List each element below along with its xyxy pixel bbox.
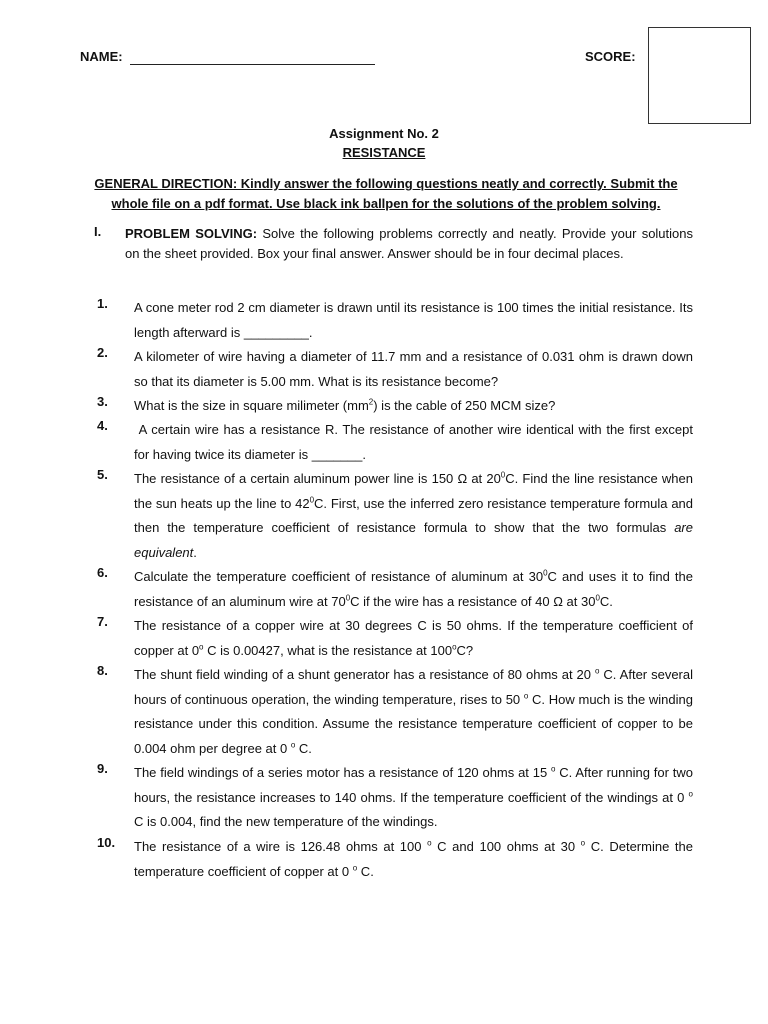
problem-number: 2. [97,345,108,360]
problem-number: 3. [97,394,108,409]
score-box[interactable] [648,27,751,124]
problem-text: A certain wire has a resistance R. The resistance of another wire identical with the first except for having twice its diameter is _______. [134,422,693,462]
name-line[interactable] [130,64,375,65]
problem-number: 5. [97,467,108,482]
problem-text: The shunt field winding of a shunt generator has a resistance of 80 ohms at 20 $^o$ C. After several hours of continuous operation, the winding temperature, rises to 50 $^o$ C. How much is the winding resistance under this condition. Assume the resistance temperature coefficient of copper to be 0.004 ohm per degree at 0 $^o$ C. [134,666,694,756]
problem-text: The resistance of a certain aluminum power line is 150 Ω at $20^0C$. Find the line resistance when the sun heats up the line to $42^0C$. First, use the inferred zero resistance temperature formula and then the temperature coefficient of resistance formula to show that the two formulas are equivalent. [134,470,694,560]
section-text [125,224,693,263]
assignment-title: Assignment No. 2 [329,126,439,141]
problem-text: A kilometer of wire having a diameter of 11.7 mm and a resistance of 0.031 ohm is drawn down so that its diameter is 5.00 mm. What is its resistance become? [134,349,693,389]
problem-number: 10. [97,835,116,850]
problem-number: 6. [97,565,108,580]
problem-text: The resistance of a copper wire at 30 degrees C is 50 ohms. If the temperature coefficient of copper at 0$^o$ C is 0.00427, what is the resistance at 100$^o$C? [134,618,693,658]
name-label: NAME: [80,49,123,64]
problem-text: Calculate the temperature coefficient of resistance of aluminum at $30^0C$ and uses it to find the resistance of an aluminum wire at $70^0C$ if the wire has a resistance of 40 Ω at $30^0C$. [134,568,693,609]
problem-number: 1. [97,296,108,311]
problem-number: 4. [97,418,108,433]
problem-text: What is the size in square milimeter $(mm^2)$ is the cable of 250 MCM size? [134,397,556,413]
section-instructions: Solve the following problems correctly and neatly. Provide your solutions on the sheet provided. Box your final answer. Answer should be in four decimal places. [125,226,693,261]
problem-number: 7. [97,614,108,629]
problem-number: 8. [97,663,108,678]
problem-text: The field windings of a series motor has a resistance of 120 ohms at 15 $^o$ C. After running for two hours, the resistance increases to 140 ohms. If the temperature coefficient of the windings at 0 $^o$ C is 0.004, find the new temperature of the windings. [134,764,693,829]
topic-title: RESISTANCE [342,145,426,160]
section-heading: PROBLEM SOLVING: [125,226,258,241]
problem-text: A cone meter rod 2 cm diameter is drawn until its resistance is 100 times the initial resistance. Its length afterward is _________. [134,300,693,340]
score-label: SCORE: [585,49,636,64]
section-number: I. [94,224,102,239]
general-direction: GENERAL DIRECTION: Kindly answer the following questions neatly and correctly. Submit the whole file on a pdf format. Use black ink ballpen for the solutions of the problem solving. [94,176,678,211]
problem-number: 9. [97,761,108,776]
problem-text: The resistance of a wire is 126.48 ohms at 100 $^o$ C and 100 ohms at 30 $^o$ C. Determine the temperature coefficient of copper at 0 $^o$ C. [134,838,693,879]
